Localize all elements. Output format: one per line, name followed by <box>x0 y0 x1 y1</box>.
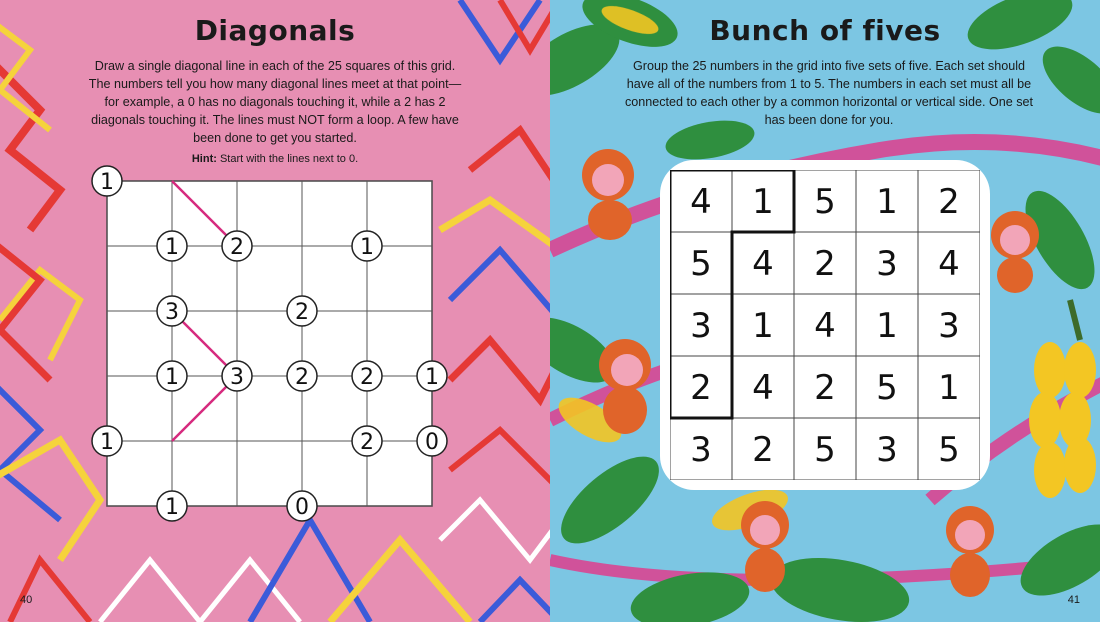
number-cell[interactable] <box>732 170 794 232</box>
grid-backdrop <box>660 160 990 490</box>
page-title: Diagonals <box>194 14 356 47</box>
clue-number: 1 <box>165 235 179 260</box>
clue-number: 3 <box>165 300 179 325</box>
clue-circle <box>352 231 382 261</box>
clue-number: 1 <box>165 495 179 520</box>
clue-circle <box>92 426 122 456</box>
cell-number: 2 <box>752 430 774 470</box>
cell-number: 5 <box>814 430 836 470</box>
clue-circle <box>92 166 122 196</box>
cell-number: 3 <box>876 244 898 284</box>
clue-number: 1 <box>360 235 374 260</box>
monkey-icon <box>741 501 789 592</box>
number-cell[interactable] <box>732 294 794 356</box>
number-cell[interactable] <box>918 294 980 356</box>
bunch-of-fives-grid[interactable] <box>670 170 980 480</box>
cell-number: 4 <box>814 306 836 346</box>
puzzle-instructions: Draw a single diagonal line in each of the 25 squares of this grid. The numbers tell you how many diagonal lines meet at that point—for example, a 0 has no diagonals touching it, while a 2 has 2 diagonals touching it. The lines must NOT form a loop. A few have been done to get you started. <box>88 59 462 145</box>
puzzle-instructions: Group the 25 numbers in the grid into five sets of five. Each set should have all of the numbers from 1 to 5. The numbers in each set must all be connected to each other by a common horizontal or vertical side. One set has been done for you. <box>624 59 1034 127</box>
clue-number: 1 <box>100 170 114 195</box>
cell-number: 4 <box>690 182 712 222</box>
cell-number: 1 <box>876 182 898 222</box>
cell-number: 1 <box>752 182 774 222</box>
cell-number: 4 <box>752 244 774 284</box>
monkey-icon <box>991 211 1039 293</box>
cell-number: 5 <box>814 182 836 222</box>
hint-label: Hint: <box>191 153 217 165</box>
cell-number: 5 <box>876 368 898 408</box>
page-title: Bunch of fives <box>709 14 941 47</box>
number-cell[interactable] <box>794 356 856 418</box>
clue-number: 2 <box>230 235 244 260</box>
clue-number: 0 <box>295 495 309 520</box>
clue-number: 3 <box>230 365 244 390</box>
number-cell[interactable] <box>856 232 918 294</box>
cell-number: 5 <box>690 244 712 284</box>
clue-number: 1 <box>165 365 179 390</box>
clue-circle <box>417 426 447 456</box>
cell-number: 3 <box>876 430 898 470</box>
number-cell[interactable] <box>856 294 918 356</box>
number-cell[interactable] <box>732 232 794 294</box>
number-cell[interactable] <box>670 232 732 294</box>
cell-number: 3 <box>938 306 960 346</box>
number-cell[interactable] <box>856 418 918 480</box>
clue-number: 1 <box>425 365 439 390</box>
number-cell[interactable] <box>670 418 732 480</box>
clue-circle <box>157 296 187 326</box>
clue-number: 2 <box>360 430 374 455</box>
grid-background <box>107 181 432 506</box>
clue-number: 1 <box>100 430 114 455</box>
clue-circle <box>287 361 317 391</box>
number-cell[interactable] <box>794 294 856 356</box>
clue-circle <box>287 296 317 326</box>
hint-text: Start with the lines next to 0. <box>219 153 359 165</box>
clue-number: 0 <box>425 430 439 455</box>
cell-number: 3 <box>690 306 712 346</box>
clue-circle <box>287 491 317 521</box>
number-cell[interactable] <box>856 170 918 232</box>
cell-number: 4 <box>938 244 960 284</box>
clue-circle <box>157 491 187 521</box>
monkey-icon <box>946 506 994 597</box>
cell-number: 1 <box>752 306 774 346</box>
number-cell[interactable] <box>918 232 980 294</box>
right-page <box>550 0 1100 622</box>
number-cell[interactable] <box>794 170 856 232</box>
page-number: 40 <box>20 594 33 606</box>
clue-number: 2 <box>360 365 374 390</box>
clue-circle <box>417 361 447 391</box>
clue-circle <box>157 231 187 261</box>
clue-number: 2 <box>295 365 309 390</box>
number-cell[interactable] <box>794 232 856 294</box>
number-cell[interactable] <box>856 356 918 418</box>
number-cell[interactable] <box>918 418 980 480</box>
cell-number: 1 <box>938 368 960 408</box>
number-cell[interactable] <box>670 170 732 232</box>
number-cell[interactable] <box>918 170 980 232</box>
number-cell[interactable] <box>670 294 732 356</box>
clue-circle <box>157 361 187 391</box>
number-cell[interactable] <box>732 356 794 418</box>
cell-number: 2 <box>814 368 836 408</box>
number-cell[interactable] <box>794 418 856 480</box>
cell-number: 2 <box>814 244 836 284</box>
clue-circle <box>222 231 252 261</box>
clue-number: 2 <box>295 300 309 325</box>
number-cell[interactable] <box>670 356 732 418</box>
clue-circle <box>352 361 382 391</box>
number-cell[interactable] <box>732 418 794 480</box>
cell-number: 1 <box>876 306 898 346</box>
cell-number: 5 <box>938 430 960 470</box>
cell-number: 4 <box>752 368 774 408</box>
number-cell[interactable] <box>918 356 980 418</box>
cell-number: 2 <box>938 182 960 222</box>
cell-number: 2 <box>690 368 712 408</box>
cell-number: 3 <box>690 430 712 470</box>
monkey-icon <box>582 149 634 240</box>
page-number: 41 <box>1067 594 1080 606</box>
clue-circle <box>352 426 382 456</box>
clue-circle <box>222 361 252 391</box>
